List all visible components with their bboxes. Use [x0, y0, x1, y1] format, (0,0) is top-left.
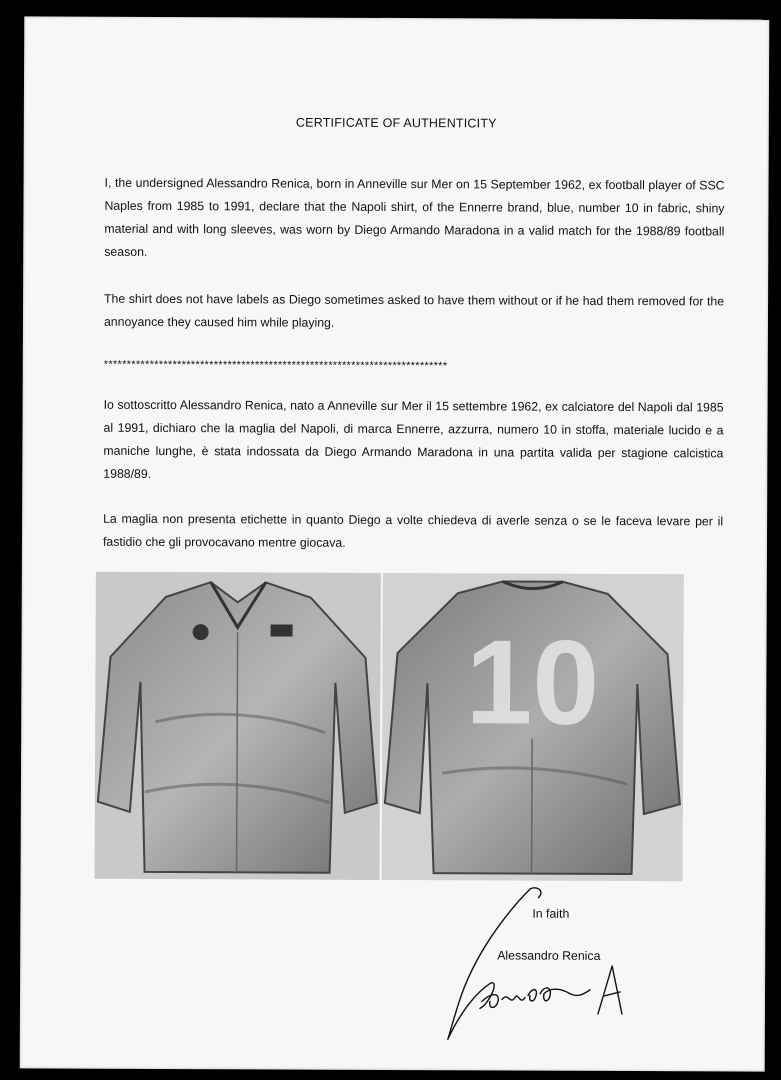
shirt-front-icon: [95, 572, 381, 880]
shirt-back-icon: [382, 573, 684, 881]
certificate-sheet: [20, 16, 770, 1071]
handwritten-signature: [420, 883, 631, 1044]
document-title: CERTIFICATE OF AUTHENTICITY: [295, 115, 497, 131]
shirt-number: 10: [465, 615, 600, 750]
shirt-back-photo: [382, 573, 684, 881]
paragraph-italian-declaration: Io sottoscritto Alessandro Renica, nato a Anneville sur Mer il 15 settembre 1962, ex calciatore del Napoli dal 1985 al 1991, dichiaro che la maglia del Napoli, di marca Ennerre, azzurra, numero 10 in stoffa, materiale lucido e a maniche lunghe, è stata indossata da Diego Armando Maradona in una partita valida per stagione calcistica 1988/89.: [103, 397, 724, 481]
closing-in-faith: In faith: [532, 906, 570, 921]
shirt-front-photo: [95, 572, 381, 880]
paragraph-english-declaration: I, the undersigned Alessandro Renica, born in Anneville sur Mer on 15 September 1962, ex football player of SSC Naples from 1985 to 1991, declare that the Napoli shirt, of the Ennerre brand, blue, number 10 in fabric, shiny material and with long sleeves, was worn by Diego Armando Maradona in a valid match for the 1988/89 football season.: [104, 175, 725, 259]
separator-line: ***************************************************************************: [103, 358, 448, 373]
paragraph-english-labels: The shirt does not have labels as Diego sometimes asked to have them without or if he had them removed for the annoyance they caused him while playing.: [103, 291, 725, 330]
signatory-name: Alessandro Renica: [497, 948, 601, 963]
paragraph-italian-labels: La maglia non presenta etichette in quanto Diego a volte chiedeva di averle senza o se le faceva levare per il fastidio che gli provocavano mentre giocava.: [102, 511, 724, 550]
